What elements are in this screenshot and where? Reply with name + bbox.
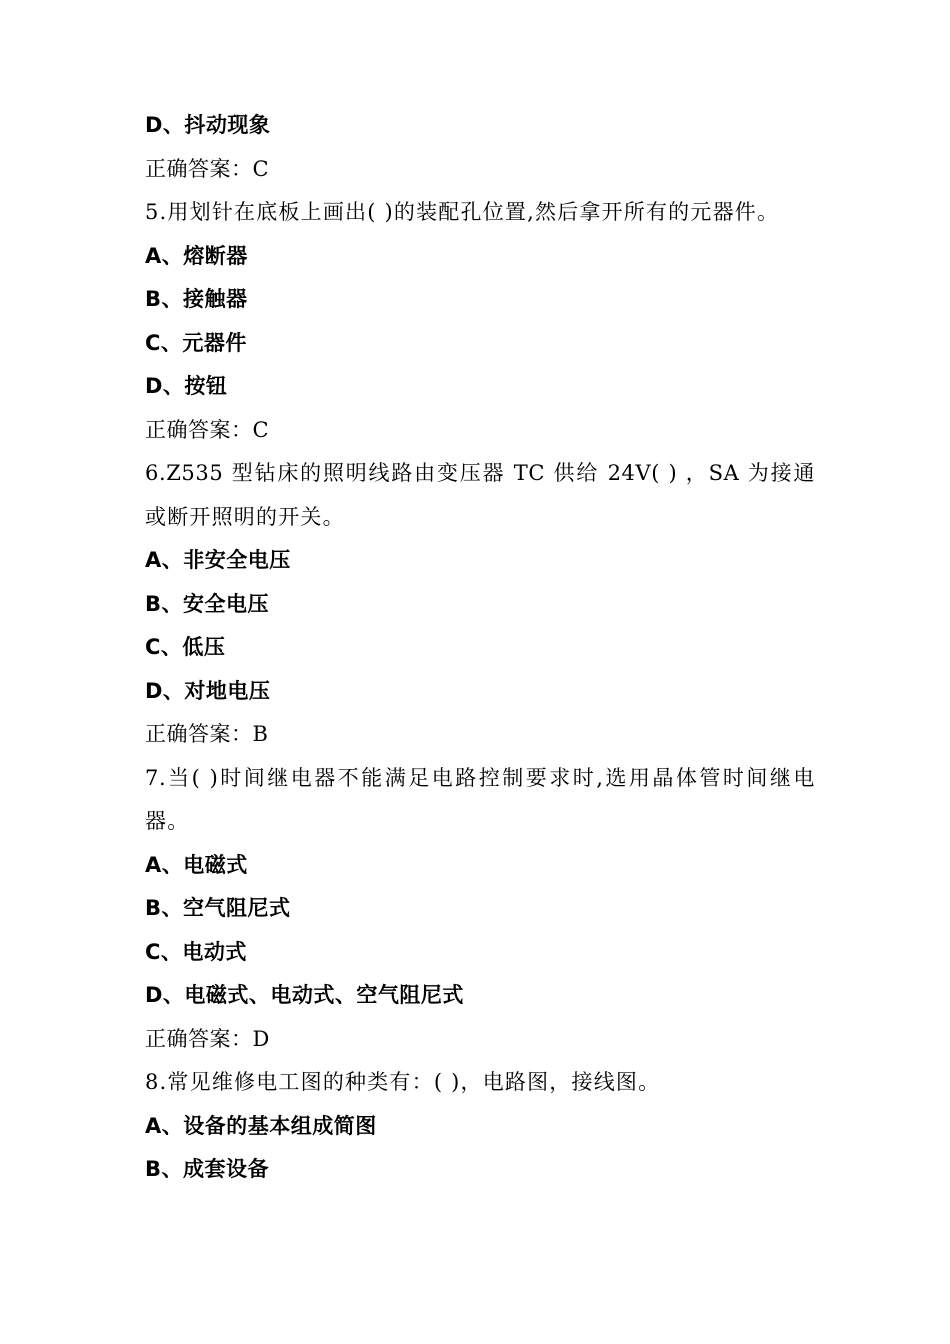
option-c: C、电动式: [145, 939, 247, 964]
option-d: D、抖动现象: [145, 113, 271, 137]
option-a: A、熔断器: [145, 243, 248, 268]
option-b: B、安全电压: [145, 591, 270, 616]
option-d: D、对地电压: [145, 678, 271, 703]
correct-answer: 正确答案：C: [145, 156, 270, 181]
option-a: A、非安全电压: [145, 548, 291, 572]
option-a: A、电磁式: [145, 852, 248, 877]
option-c: C、低压: [145, 635, 226, 659]
question-6-continued: 或断开照明的开关。: [145, 504, 345, 529]
option-d: D、电磁式、电动式、空气阻尼式: [145, 983, 464, 1007]
question-7: 7.当( )时间继电器不能满足电路控制要求时,选用晶体管时间继电: [145, 765, 815, 790]
question-6: 6.Z535 型钻床的照明线路由变压器 TC 供给 24V( ) ，SA 为接通: [145, 461, 815, 485]
correct-answer: 正确答案：D: [145, 1026, 270, 1051]
question-8: 8.常见维修电工图的种类有：( )，电路图，接线图。: [145, 1070, 661, 1094]
question-7-continued: 器。: [145, 809, 190, 833]
document-content: [145, 104, 815, 1192]
correct-answer: 正确答案：B: [145, 722, 269, 746]
option-a: A、设备的基本组成简图: [145, 1113, 377, 1138]
option-b: B、成套设备: [145, 1157, 270, 1181]
question-5: 5.用划针在底板上画出( )的装配孔位置,然后拿开所有的元器件。: [145, 200, 780, 224]
option-d: D、按钮: [145, 374, 228, 398]
option-c: C、元器件: [145, 330, 247, 355]
option-b: B、接触器: [145, 287, 248, 311]
option-b: B、空气阻尼式: [145, 896, 291, 920]
correct-answer: 正确答案：C: [145, 417, 270, 442]
